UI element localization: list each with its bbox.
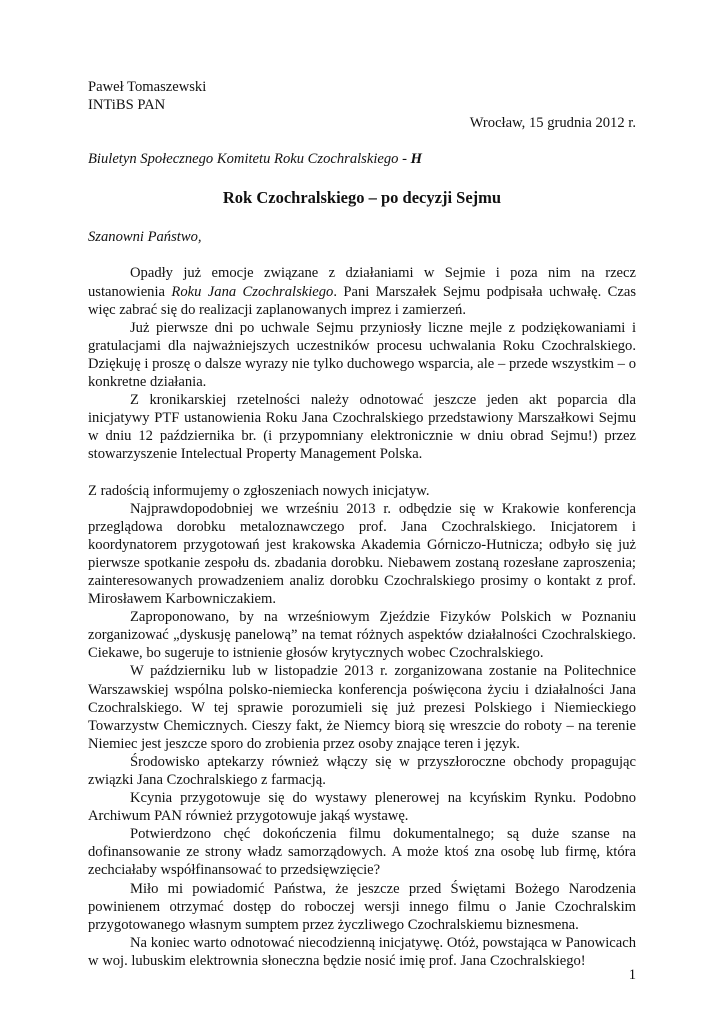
paragraph-1-italic: Roku Jana Czochralskiego — [171, 283, 334, 300]
paragraph-2: Już pierwsze dni po uchwale Sejmu przyniosły liczne mejle z podziękowaniami i gratulacjami dla najważniejszych uczestników procesu uchwalania Roku Czochralskiego. Dziękuję i proszę o dalsze wyrazy nie tylko duchowego wsparcia, ale – przede wszystkim – o konkretne działania. — [88, 319, 636, 391]
salutation: Szanowni Państwo, — [88, 229, 202, 246]
paragraph-5: Najprawdopodobniej we wrześniu 2013 r. odbędzie się w Krakowie konferencja przeglądowa dorobku metaloznawczego prof. Jana Czochralskiego. Inicjatorem i koordynatorem przygotowań jest krakowska Akademia Górniczo-Hutnicza; odbyło się już pierwsze spotkanie zespołu ds. zbadania dorobku. Niebawem zostaną rozesłane zaproszenia; zainteresowanych prowadzeniem analiz dorobku Czochralskiego prosimy o kontakt z prof. Mirosławem Karbowniczakiem. — [88, 500, 636, 608]
paragraph-7: W październiku lub w listopadzie 2013 r. zorganizowana zostanie na Politechnice Warszawskiej wspólna polsko-niemiecka konferencja poświęcona życiu i działalności Jana Czochralskiego. W tej sprawie porozumieli się już prezesi Polskiego i Niemieckiego Towarzystw Chemicznych. Cieszy fakt, że Niemcy biorą się wreszcie do roboty – na terenie Niemiec jest jeszcze sporo do zrobienia przez osoby znające teren i język. — [88, 663, 636, 752]
paragraph-3: Z kronikarskiej rzetelności należy odnotować jeszcze jeden akt poparcia dla inicjatywy PTF ustanowienia Roku Jana Czochralskiego przedstawiony Marszałkowi Sejmu w dniu 12 października br. (i przypomniany elektronicznie w dniu obrad Sejmu!) przez stowarzyszenie Intelectual Property Management Polska. — [88, 392, 636, 463]
paragraph-1-start: Opadły już emocje związane z działaniami w Sejmie i poza nim na rzecz ustanowienia — [88, 265, 636, 300]
institution-name: INTiBS PAN — [88, 97, 166, 114]
bulletin-line — [88, 150, 636, 168]
paragraph-11: Miło mi powiadomić Państwa, że jeszcze przed Świętami Bożego Narodzenia powinienem otrzymać dostęp do roboczej wersji innego filmu o Janie Czochralskim przygotowanego własnym sumptem przez życzliwego Czochralskiemu biznesmena. — [88, 880, 636, 933]
paragraph-6: Zaproponowano, by na wrześniowym Zjeździe Fizyków Polskich w Poznaniu zorganizować „dyskusję panelową” na temat różnych aspektów działalności Czochralskiego. Ciekawe, bo sugeruje to istnienie głosów krytycznych wobec Czochralskiego. — [88, 609, 636, 662]
paragraph-9: Kcynia przygotowuje się do wystawy plenerowej na kcyńskim Rynku. Podobno Archiwum PAN również przygotowuje jakąś wystawę. — [88, 790, 636, 825]
date-line: Wrocław, 15 grudnia 2012 r. — [469, 115, 636, 132]
paragraph-4: Z radością informujemy o zgłoszeniach nowych inicjatyw. — [88, 482, 430, 499]
paragraph-1 — [88, 264, 636, 318]
paragraph-10: Potwierdzono chęć dokończenia filmu dokumentalnego; są duże szanse na dofinansowanie ze strony władz samorządowych. A może ktoś zna osobę lub firmę, która zechciałaby współfinansować to przedsięwzięcie? — [88, 826, 636, 879]
paragraph-12: Na koniec warto odnotować niecodzienną inicjatywę. Otóż, powstająca w Panowicach w woj. lubuskim elektrownia słoneczna będzie nosić imię prof. Jana Czochralskiego! — [88, 934, 636, 969]
paragraph-1-end: . Pani Marszałek Sejmu podpisała uchwałę. Czas więc zabrać się do realizacji zaplanowanych imprez i zamierzeń. — [88, 283, 636, 318]
page-number: 1 — [628, 967, 636, 983]
paragraph-8: Środowisko aptekarzy również włączy się w przyszłoroczne obchody propagując związki Jana Czochralskiego z farmacją. — [88, 753, 636, 788]
bulletin-prefix: Biuletyn Społecznego Komitetu Roku Czochralskiego - — [88, 151, 411, 168]
bulletin-letter: H — [410, 151, 422, 168]
document-title: Rok Czochralskiego – po decyzji Sejmu — [222, 188, 502, 208]
author-name: Paweł Tomaszewski — [88, 79, 207, 95]
